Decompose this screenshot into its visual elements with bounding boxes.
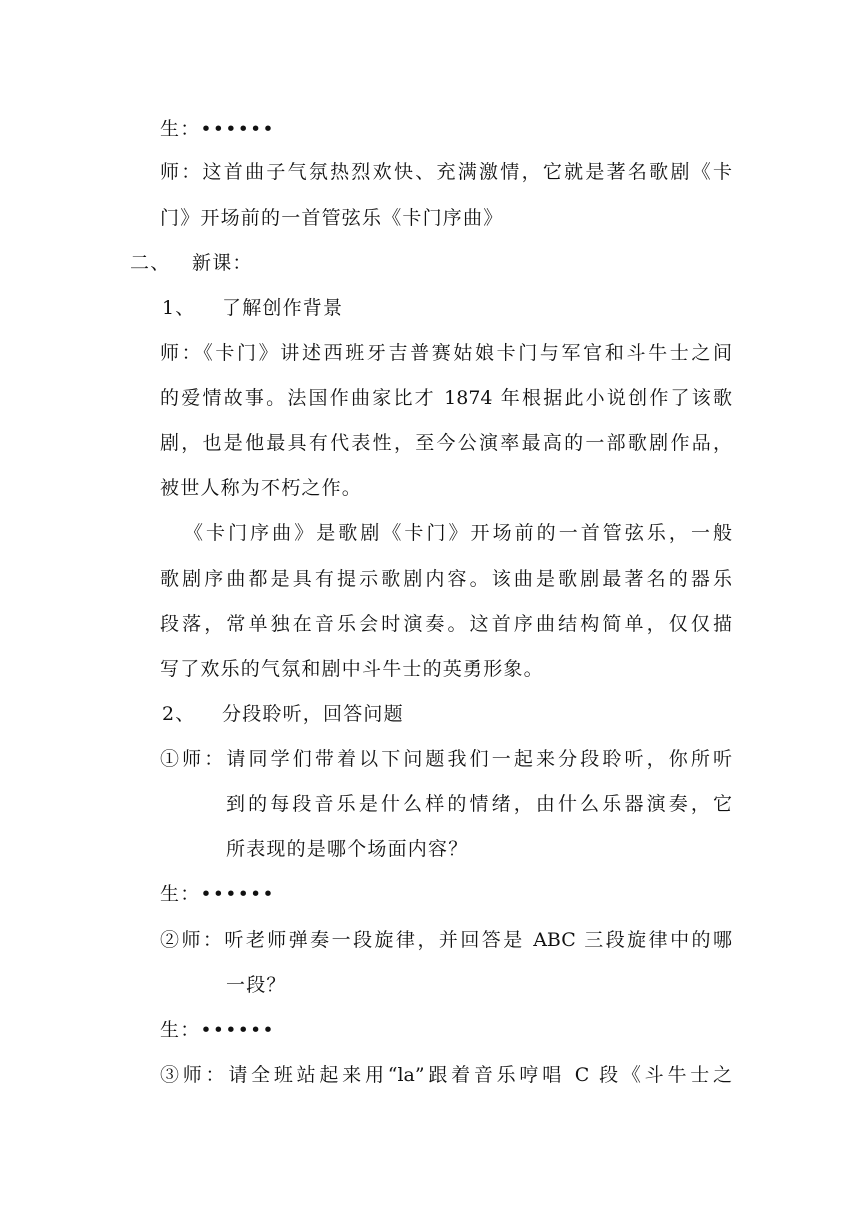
section-heading: 新课： — [192, 252, 253, 274]
paragraph-line: 歌剧序曲都是具有提示歌剧内容。该曲是歌剧最著名的器乐 — [160, 568, 732, 590]
item-heading: 了解创作背景 — [222, 297, 344, 319]
item-heading: 分段聆听，回答问题 — [222, 703, 404, 725]
paragraph-line: 被世人称为不朽之作。 — [160, 477, 363, 499]
student-reply-line: 生：•••••• — [160, 118, 275, 140]
student-reply-line: 生：•••••• — [160, 1019, 275, 1041]
section-number: 二、 — [130, 252, 171, 274]
paragraph-line: 《卡门序曲》是歌剧《卡门》开场前的一首管弦乐，一般 — [184, 522, 732, 544]
paragraph-line: 剧，也是他最具有代表性，至今公演率最高的一部歌剧作品， — [160, 432, 732, 454]
teacher-line: 师：《卡门》讲述西班牙吉普赛姑娘卡门与军官和斗牛士之间 — [160, 342, 732, 364]
item-number: 1、 — [162, 297, 196, 319]
teacher-line-continued: 所表现的是哪个场面内容？ — [226, 838, 469, 860]
paragraph-line: 的爱情故事。法国作曲家比才 1874 年根据此小说创作了该歌 — [160, 387, 732, 409]
teacher-line: 师：这首曲子气氛热烈欢快、充满激情，它就是著名歌剧《卡 — [160, 161, 732, 183]
paragraph-line: 段落，常单独在音乐会时演奏。这首序曲结构简单，仅仅描 — [160, 613, 732, 635]
paragraph-line: 写了欢乐的气氛和剧中斗牛士的英勇形象。 — [160, 658, 544, 680]
student-reply-line: 生：•••••• — [160, 883, 275, 905]
item-number: 2、 — [162, 703, 196, 725]
teacher-line: ①师：请同学们带着以下问题我们一起来分段聆听，你所听 — [160, 748, 732, 770]
teacher-line: ②师：听老师弹奏一段旋律，并回答是 ABC 三段旋律中的哪 — [160, 929, 732, 951]
paragraph-line: 门》开场前的一首管弦乐《卡门序曲》 — [160, 207, 504, 229]
teacher-line: ③师：请全班站起来用“la”跟着音乐哼唱 C 段《斗牛士之 — [160, 1064, 732, 1086]
teacher-line-continued: 到的每段音乐是什么样的情绪，由什么乐器演奏，它 — [226, 793, 732, 815]
teacher-line-continued: 一段？ — [226, 974, 287, 996]
